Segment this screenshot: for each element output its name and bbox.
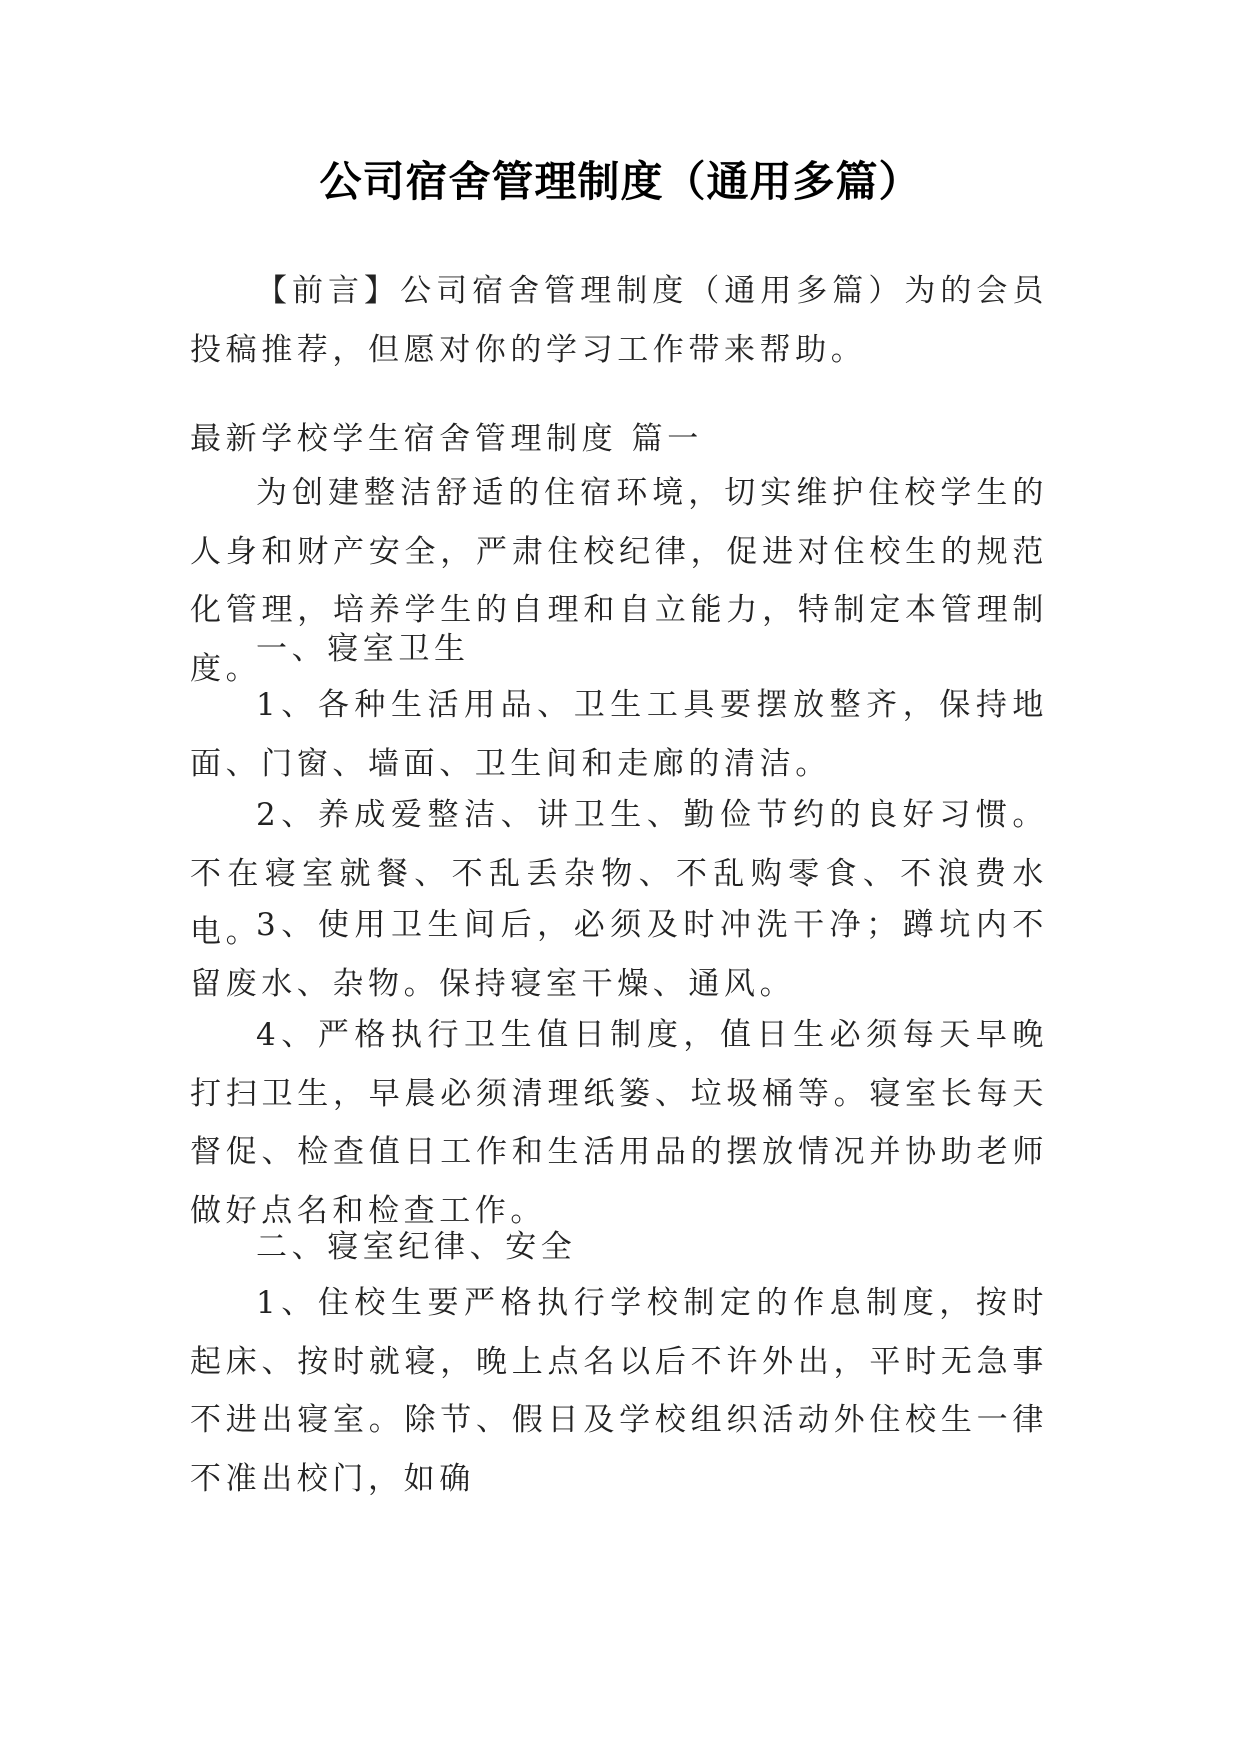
part1-heading: 一、寝室卫生 bbox=[256, 631, 470, 667]
part1-item-1: 1、各种生活用品、卫生工具要摆放整齐，保持地面、门窗、墙面、卫生间和走廊的清洁。 bbox=[190, 687, 1048, 782]
part1-item-4: 4、严格执行卫生值日制度，值日生必须每天早晚打扫卫生，早晨必须清理纸篓、垃圾桶等。寝室长每天督促、检查值日工作和生活用品的摆放情况并协助老师做好点名和检查工作。 bbox=[190, 1017, 1048, 1229]
part2-heading: 二、寝室纪律、安全 bbox=[256, 1229, 577, 1265]
part2-item-1: 1、住校生要严格执行学校制定的作息制度，按时起床、按时就寝，晚上点名以后不许外出，平时无急事不进出寝室。除节、假日及学校组织活动外住校生一律不准出校门，如确 bbox=[190, 1285, 1048, 1497]
intro-paragraph: 为创建整洁舒适的住宿环境，切实维护住校学生的人身和财产安全，严肃住校纪律，促进对住校生的规范化管理，培养学生的自理和自立能力，特制定本管理制度。 bbox=[190, 475, 1048, 687]
section-heading: 最新学校学生宿舍管理制度 篇一 bbox=[190, 421, 703, 457]
document-title: 公司宿舍管理制度（通用多篇） bbox=[319, 157, 922, 206]
part1-item-3: 3、使用卫生间后，必须及时冲洗干净；蹲坑内不留废水、杂物。保持寝室干燥、通风。 bbox=[190, 907, 1048, 1002]
preface-paragraph: 【前言】公司宿舍管理制度（通用多篇）为的会员投稿推荐，但愿对你的学习工作带来帮助。 bbox=[190, 273, 1048, 368]
part1-item-2: 2、养成爱整洁、讲卫生、勤俭节约的良好习惯。不在寝室就餐、不乱丢杂物、不乱购零食、不浪费水电。 bbox=[190, 797, 1048, 950]
